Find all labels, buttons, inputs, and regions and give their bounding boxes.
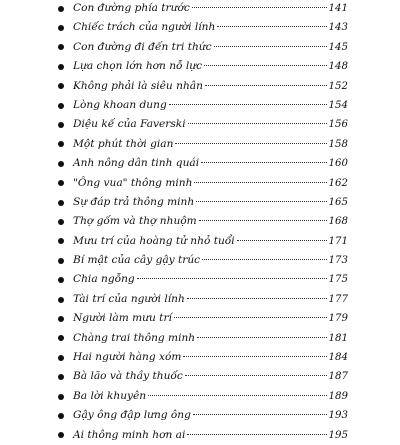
bullet-icon: [58, 103, 64, 109]
dot-leader: [137, 278, 327, 279]
bullet-icon: [58, 413, 64, 419]
toc-entry: [58, 77, 348, 96]
dot-leader: [174, 317, 327, 318]
toc-entry: [58, 232, 348, 251]
toc-entry-title: Chia ngỗng: [73, 273, 135, 286]
bullet-icon: [58, 6, 64, 12]
toc-entry-title: Anh nông dân tinh quái: [73, 157, 200, 170]
dot-leader: [188, 123, 327, 124]
toc-entry-page-number: 195: [328, 429, 348, 441]
dot-leader: [187, 434, 326, 435]
toc-entry-page-number: 179: [328, 313, 348, 325]
bullet-icon: [58, 238, 64, 244]
bullet-icon: [58, 374, 64, 380]
toc-entry-title: Ba lời khuyên: [73, 389, 147, 402]
toc-entry-page-number: 171: [328, 235, 348, 247]
toc-entry-page-number: 184: [328, 352, 348, 364]
toc-entry-title: Gậy ông đập lưng ông: [73, 409, 191, 422]
bullet-icon: [58, 25, 64, 31]
toc-entry-title: Một phút thời gian: [73, 137, 174, 150]
bullet-icon: [58, 219, 64, 225]
toc-entry-title: Bà lão và thầy thuốc: [73, 370, 183, 383]
toc-entry-page-number: 148: [328, 61, 348, 73]
toc-entry: [58, 154, 348, 173]
toc-entry: [58, 367, 348, 386]
toc-entry-page-number: 156: [328, 119, 348, 131]
toc-entry: [58, 174, 348, 193]
bullet-icon: [58, 141, 64, 147]
toc-entry-title: Sự đáp trả thông minh: [73, 195, 195, 208]
toc-entry: [58, 18, 348, 37]
toc-entry-title: Lựa chọn lớn hơn nỗ lực: [73, 60, 203, 73]
dot-leader: [214, 46, 327, 47]
bullet-icon: [58, 335, 64, 341]
toc-entry: [58, 38, 348, 57]
toc-entry-title: Ai thông minh hơn ai: [73, 428, 186, 441]
toc-entry-title: Không phải là siêu nhân: [73, 79, 203, 92]
toc-entry-page-number: 152: [328, 80, 348, 92]
toc-entry-page-number: 162: [328, 177, 348, 189]
toc-entry-page-number: 154: [328, 99, 348, 111]
toc-entry: [58, 251, 348, 270]
toc-entry: [58, 57, 348, 76]
toc-entry-page-number: 165: [328, 196, 348, 208]
toc-entry-page-number: 160: [328, 158, 348, 170]
dot-leader: [196, 201, 326, 202]
bullet-icon: [58, 394, 64, 400]
toc-entry: [58, 387, 348, 406]
dot-leader: [185, 375, 327, 376]
bullet-icon: [58, 161, 64, 167]
dot-leader: [175, 143, 326, 144]
dot-leader: [197, 337, 326, 338]
toc-entry-page-number: 141: [328, 3, 348, 14]
toc-entry: [58, 426, 348, 445]
toc-entry-title: Hai người hàng xóm: [73, 351, 182, 364]
toc-entry-page-number: 193: [328, 410, 348, 422]
toc-entry: [58, 309, 348, 328]
toc-entry-page-number: 143: [328, 22, 348, 34]
bullet-icon: [58, 277, 64, 283]
toc-entry-title: Con đường đi đến tri thức: [73, 40, 212, 53]
dot-leader: [193, 414, 327, 415]
dot-leader: [148, 395, 326, 396]
toc-entry-title: Bí mật của cây gậy trúc: [73, 254, 201, 267]
toc-entry-title: Con đường phía trước: [73, 2, 190, 14]
toc-entry: [58, 406, 348, 425]
bullet-icon: [58, 316, 64, 322]
toc-entry: [58, 115, 348, 134]
toc-entry-title: Người làm mưu trí: [73, 312, 172, 325]
bullet-icon: [58, 200, 64, 206]
toc-entry-title: Chàng trai thông minh: [73, 331, 196, 344]
toc-entry-title: "Ông vua" thông minh: [73, 176, 193, 189]
toc-entry-title: Mưu trí của hoàng tử nhỏ tuổi: [73, 234, 235, 247]
dot-leader: [187, 298, 327, 299]
dot-leader: [237, 240, 327, 241]
toc-entry: [58, 135, 348, 154]
toc-entry: [58, 290, 348, 309]
toc-entry: [58, 96, 348, 115]
bullet-icon: [58, 122, 64, 128]
toc-entry-page-number: 145: [328, 41, 348, 53]
toc-entry-title: Lòng khoan dung: [73, 98, 167, 111]
toc-entry: [58, 212, 348, 231]
toc-entry-title: Diệu kế của Faverski: [73, 118, 186, 131]
toc-entry-page-number: 168: [328, 216, 348, 228]
toc-entry: [58, 348, 348, 367]
bullet-icon: [58, 355, 64, 361]
toc-entry: [58, 329, 348, 348]
bullet-icon: [58, 297, 64, 303]
toc-entry-title: Chiếc trách của người lính: [73, 21, 216, 34]
dot-leader: [194, 182, 326, 183]
dot-leader: [204, 65, 327, 66]
toc-entry-page-number: 175: [328, 274, 348, 286]
toc-entry-page-number: 177: [328, 293, 348, 305]
toc-entry-page-number: 181: [328, 332, 348, 344]
bullet-icon: [58, 180, 64, 186]
toc-entry: [58, 0, 348, 18]
bullet-icon: [58, 64, 64, 70]
bullet-icon: [58, 44, 64, 50]
dot-leader: [192, 7, 327, 8]
bullet-icon: [58, 432, 64, 438]
dot-leader: [199, 220, 327, 221]
dot-leader: [201, 162, 326, 163]
toc-entry-page-number: 189: [328, 390, 348, 402]
bullet-icon: [58, 258, 64, 264]
toc-entry-page-number: 187: [328, 371, 348, 383]
dot-leader: [205, 85, 327, 86]
toc-entry-page-number: 158: [328, 138, 348, 150]
toc-entry: [58, 270, 348, 289]
toc-entry-title: Tài trí của người lính: [73, 292, 185, 305]
dot-leader: [202, 259, 326, 260]
dot-leader: [183, 356, 326, 357]
bullet-icon: [58, 83, 64, 89]
dot-leader: [169, 104, 327, 105]
table-of-contents: [58, 0, 348, 445]
toc-entry-title: Thợ gốm và thợ nhuộm: [73, 215, 197, 228]
toc-entry-page-number: 173: [328, 255, 348, 267]
toc-entry: [58, 193, 348, 212]
dot-leader: [217, 26, 326, 27]
